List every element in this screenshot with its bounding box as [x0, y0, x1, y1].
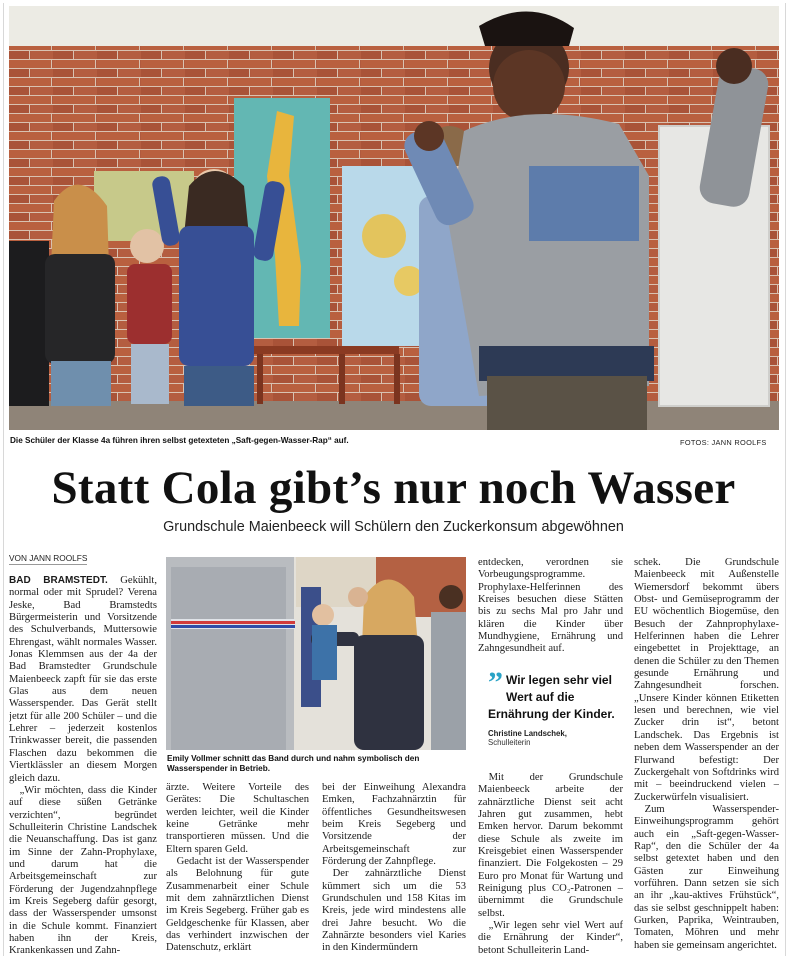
dateline: BAD BRAMSTEDT.	[9, 575, 108, 586]
article-paragraph: ärzte. Weitere Vorteile des Gerätes: Die Schultaschen werden leichter, weil die Kinder keine Getränke mehr transportieren müssen. Und die Eltern sparen Geld.	[166, 782, 309, 855]
article-column-3	[322, 782, 466, 956]
article-paragraph: Gedacht ist der Wasserspender als Belohnung für gute Zusammenarbeit einer Schule mit dem zahnärztlichen Dienst im Kreis Segeberg. Früher gab es Geldgeschenke für Klassen, aber das verhindert inzwischen der Datenschutz, erklärt	[166, 856, 309, 954]
byline: VON JANN ROOLFS	[9, 553, 88, 563]
pull-quote-author: Christine Landschek,	[488, 729, 567, 738]
article-paragraph: schek. Die Grundschule Maienbeeck mit Außenstelle Wiemersdorf bekommt übers Obst- und Gemüseprogramm der EU wöchentlich Biogemüse, den Besuch der Zahnprophylaxe-Helferinnen haben die Lehrer eingebettet in Projekttage, an denen die Schüler zu den Themen gesunde Ernährung und Zahngesundheit forschen. „Unsere Kinder können Etiketten lesen und berechnen, wie viel Zucker drin ist“, betont Landschek. Das Ergebnis ist neben dem Wasserspender an der Flurwand befestigt: Der Zuckergehalt von Softdrinks wird mit – beeindruckend vielen – Zuckerwürfeln visualisiert.	[634, 557, 779, 803]
article-column-4-top	[478, 557, 623, 667]
pull-quote-text: Wir legen sehr viel Wert auf die Ernährung der Kinder.	[488, 673, 615, 721]
quote-mark-icon: ”	[488, 666, 503, 699]
article-paragraph	[9, 575, 157, 785]
subheadline: Grundschule Maienbeeck will Schülern den Zuckerkonsum abgewöhnen	[163, 519, 624, 535]
article-column-1	[9, 575, 157, 955]
article-paragraph: entdecken, verordnen sie Vorbeugungsprogramme. Prophylaxe-Helferinnen des Kreises besuchen diese Stätten bis zu sechs Mal pro Jahr und klären die Kinder über Mundhygiene, Ernährung und Zahngesundheit auf.	[478, 557, 623, 655]
water-dispenser-photo	[166, 557, 466, 750]
top-photo	[9, 6, 779, 430]
inline-photo	[166, 557, 466, 750]
article-paragraph: Zum Wasserspender-Einweihungsprogramm gehört auch ein „Saft-gegen-Wasser-Rap“, den die Schüler der 4a selbst getextet haben und den Gästen zur Einweihung vorführen. Dann setzen sie sich an ihr „kau-aktives Frühstück“, das sie selbst geschnippelt haben: Gurken, Paprika, Weintrauben, Tomaten, Möhren und mehr haben sie gemeinsam angerichtet.	[634, 803, 779, 951]
pull-quote	[488, 666, 628, 752]
headline: Statt Cola gibt’s nur noch Wasser	[51, 462, 736, 514]
article-paragraph: „Wir legen sehr viel Wert auf die Ernährung der Kinder“, betont Schulleiterin Land-	[478, 920, 623, 956]
article-paragraph: Mit der Grundschule Maienbeeck arbeite der zahnärztliche Dienst seit acht Jahren gut zusammen, hebt Emken hervor. Darum bekommt diese Schule als zweite im Kreisgebiet einen Wasserspender finanziert. Die Folgekosten – 29 Euro pro Monat für Wartung und Reinigung plus CO₂-Patronen – übernimmt die Grundschule selbst.	[478, 772, 623, 919]
lead-text: Gekühlt, normal oder mit Sprudel? Verena Jeske, Bad Bramstedts Bürgermeisterin und Vorsitzende des Schulverbands, Muttersowie Ehrengast, wählt normales Wasser. Jonas Klemmsen aus der 4a der Bad Bramstedter Grundschule Maienbeeck zapft für sie das erste Glas aus dem neuen Wasserspender. Das Gerät stellt jetzt für alle 200 Schüler – und die Lehrer – jederzeit kostenlos Trinkwasser bereit, die passenden Flaschen dazu bekommen die Viertklässler an diesem Morgen gleich dazu.	[9, 575, 157, 784]
article-paragraph: Der zahnärztliche Dienst kümmert sich um die 53 Grundschulen und 158 Kitas im Kreis, jede wird mindestens alle drei Jahre besucht. Wo die Zahnärzte besonders viel Karies in den Kindermündern	[322, 868, 466, 954]
photo-credit: FOTOS: JANN ROOLFS	[680, 438, 767, 447]
inline-photo-caption: Emily Vollmer schnitt das Band durch und nahm symbolisch den Wasserspender in Betrieb.	[167, 754, 420, 773]
rap-performance-photo	[9, 6, 779, 430]
pull-quote-role: Schulleiterin	[488, 738, 531, 747]
top-photo-caption: Die Schüler der Klasse 4a führen ihren selbst getexteten „Saft-gegen-Wasser-Rap“ auf.	[10, 436, 349, 445]
article-paragraph: „Wir möchten, dass die Kinder auf diese süßen Getränke verzichten“, begründet Schulleiterin Christine Landschek die Neuanschaffung. Das ist ganz im Sinne der Zahn-Prophylaxe, und darum hat die Arbeitsgemeinschaft zur Förderung der Jugendzahnpflege im Kreis Segeberg dafür gesorgt, dass der Wasserspender umsonst in die Schule kommt. Finanziert haben ihn der Kreis, Krankenkassen und Zahn-	[9, 784, 157, 955]
article-column-5	[634, 557, 779, 956]
article-column-4-bottom	[478, 772, 623, 956]
article-paragraph: bei der Einweihung Alexandra Emken, Fachzahnärztin für öffentliches Gesundheitswesen beim Kreis Segeberg und Vorsitzende der Arbeitsgemeinschaft zur Förderung der Zahnpflege.	[322, 782, 466, 868]
article-column-2	[166, 782, 309, 956]
